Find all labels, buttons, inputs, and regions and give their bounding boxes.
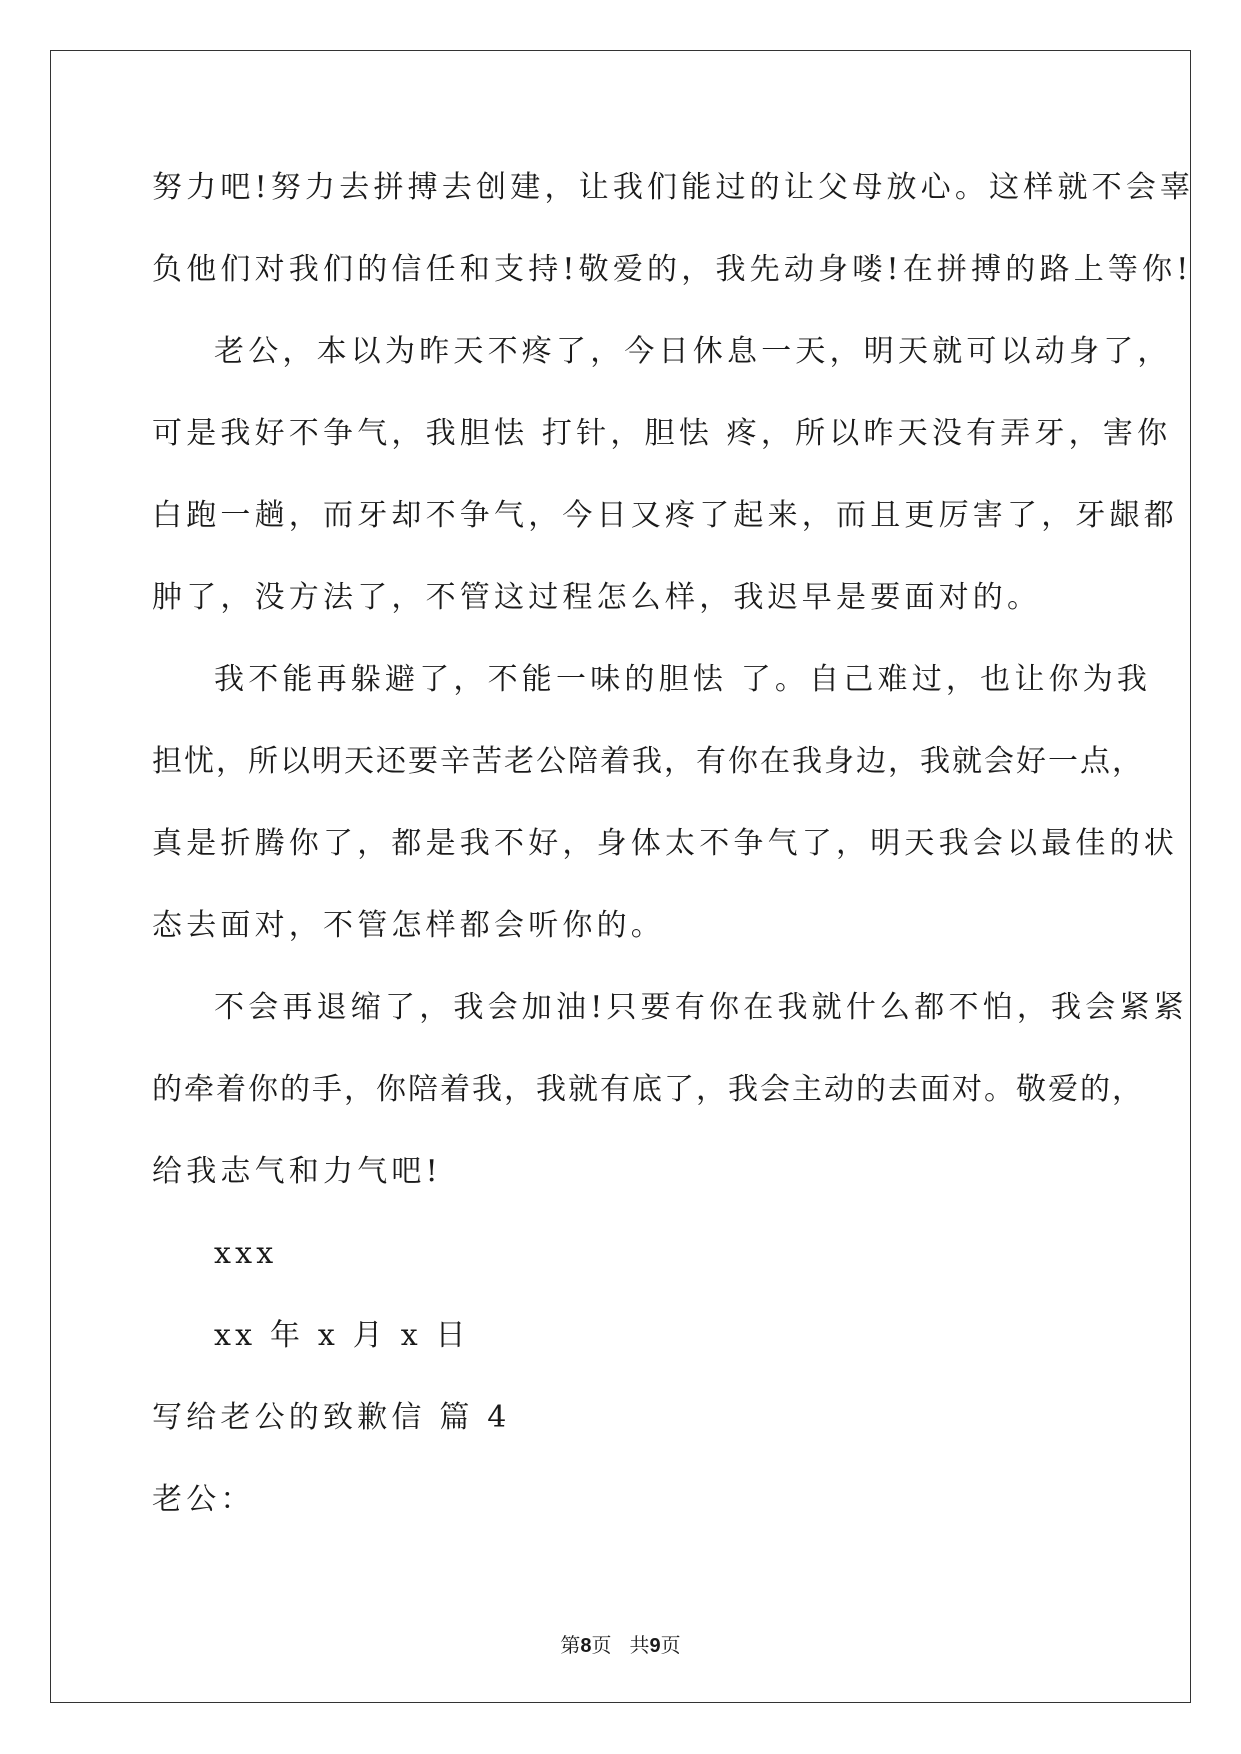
text-line: 负他们对我们的信任和支持!敬爱的，我先动身喽!在拼搏的路上等你! <box>152 252 1193 287</box>
page-footer <box>0 1632 1241 1659</box>
document-body <box>152 168 1195 1562</box>
text-line: 态去面对，不管怎样都会听你的。 <box>152 908 665 943</box>
text-line: 的牵着你的手，你陪着我，我就有底了，我会主动的去面对。敬爱的， <box>152 1072 1144 1107</box>
text-line: 给我志气和力气吧! <box>152 1154 442 1189</box>
total-page-number: 9 <box>649 1635 661 1657</box>
total-prefix: 共 <box>629 1633 650 1657</box>
text-line: 担忧，所以明天还要辛苦老公陪着我，有你在我身边，我就会好一点， <box>152 744 1144 779</box>
text-line: 努力吧!努力去拼搏去创建，让我们能过的让父母放心。这样就不会辜 <box>152 170 1195 205</box>
text-line: 可是我好不争气，我胆怯 打针，胆怯 疼，所以昨天没有弄牙，害你 <box>152 416 1172 451</box>
page-suffix: 页 <box>591 1633 612 1657</box>
salutation: 老公： <box>152 1482 255 1517</box>
current-page-number: 8 <box>580 1635 592 1657</box>
signature-date: xx 年 x 月 x 日 <box>214 1318 470 1353</box>
total-suffix: 页 <box>660 1633 681 1657</box>
text-line: 真是折腾你了，都是我不好，身体太不争气了，明天我会以最佳的状 <box>152 826 1178 861</box>
page-prefix: 第 <box>560 1633 581 1657</box>
text-line: 肿了，没方法了，不管这过程怎么样，我迟早是要面对的。 <box>152 580 1042 615</box>
text-line: 白跑一趟，而牙却不争气，今日又疼了起来，而且更厉害了，牙龈都 <box>152 498 1178 533</box>
paragraph-start: 老公，本以为昨天不疼了，今日休息一天，明天就可以动身了， <box>214 334 1172 369</box>
paragraph-start: 我不能再躲避了，不能一味的胆怯 了。自己难过，也让你为我 <box>214 662 1152 697</box>
paragraph-start: 不会再退缩了，我会加油!只要有你在我就什么都不怕，我会紧紧 <box>214 990 1188 1025</box>
signature-name: xxx <box>214 1236 278 1271</box>
section-heading: 写给老公的致歉信 篇 4 <box>152 1400 511 1435</box>
